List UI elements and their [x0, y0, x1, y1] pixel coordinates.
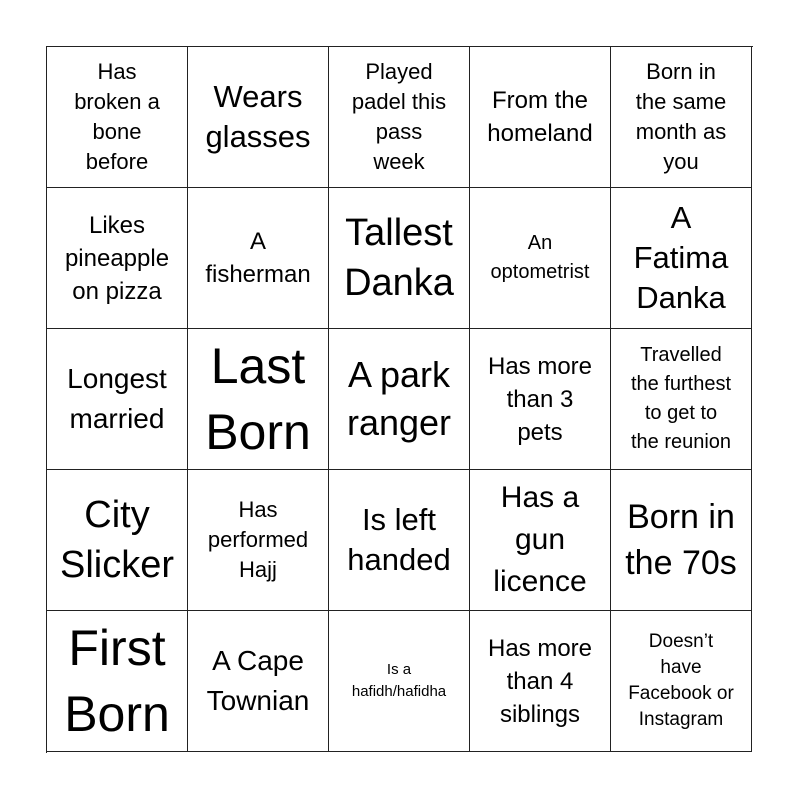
cell-text: Played padel this pass week [351, 59, 447, 174]
bingo-cell-r2c1[interactable] [47, 188, 188, 329]
cell-text: A Fatima Danka [633, 200, 729, 315]
cell-text: Has a gun licence [493, 481, 587, 598]
cell-text: Has broken a bone before [74, 59, 160, 174]
bingo-cell-r2c5[interactable] [611, 188, 752, 329]
cell-text: Has performed Hajj [207, 497, 309, 582]
bingo-cell-r2c4[interactable] [470, 188, 611, 329]
bingo-cell-r4c3[interactable] [329, 470, 470, 611]
cell-text: Has more than 3 pets [487, 352, 593, 446]
cell-text: Wears glasses [205, 79, 311, 154]
bingo-cell-r3c2[interactable] [188, 329, 329, 470]
cell-text: An optometrist [490, 232, 590, 283]
cell-text: Last Born [205, 338, 311, 460]
cell-text: Is left handed [347, 502, 451, 577]
cell-text: A fisherman [205, 228, 311, 288]
bingo-cell-r4c2[interactable] [188, 470, 329, 611]
bingo-cell-r1c5[interactable] [611, 47, 752, 188]
cell-text: City Slicker [59, 494, 175, 586]
bingo-cell-r3c1[interactable] [47, 329, 188, 470]
bingo-cell-r5c1[interactable] [47, 611, 188, 752]
cell-text: Has more than 4 siblings [487, 634, 593, 728]
cell-text: Born in the 70s [625, 498, 737, 582]
bingo-board [46, 46, 753, 753]
cell-text: Likes pineapple on pizza [64, 211, 170, 305]
cell-text: From the homeland [487, 87, 593, 147]
bingo-cell-r5c3[interactable] [329, 611, 470, 752]
bingo-cell-r2c3[interactable] [329, 188, 470, 329]
bingo-cell-r1c1[interactable] [47, 47, 188, 188]
bingo-cell-r4c5[interactable] [611, 470, 752, 611]
cell-text: Doesn’t have Facebook or Instagram [628, 631, 734, 730]
bingo-cell-r3c5[interactable] [611, 329, 752, 470]
cell-text: Is a hafidh/hafidha [351, 661, 447, 700]
bingo-cell-r1c3[interactable] [329, 47, 470, 188]
cell-text: A Cape Townian [206, 645, 310, 716]
bingo-cell-r4c4[interactable] [470, 470, 611, 611]
bingo-cell-r5c4[interactable] [470, 611, 611, 752]
bingo-cell-r1c2[interactable] [188, 47, 329, 188]
cell-text: First Born [64, 620, 170, 742]
cell-text: Tallest Danka [344, 212, 454, 304]
bingo-cell-r5c2[interactable] [188, 611, 329, 752]
bingo-cell-r1c4[interactable] [470, 47, 611, 188]
cell-text: Longest married [67, 363, 167, 434]
bingo-cell-r4c1[interactable] [47, 470, 188, 611]
bingo-cell-r5c5[interactable] [611, 611, 752, 752]
cell-text: A park ranger [346, 354, 452, 443]
cell-text: Born in the same month as you [635, 59, 727, 174]
bingo-cell-r2c2[interactable] [188, 188, 329, 329]
bingo-cell-r3c3[interactable] [329, 329, 470, 470]
cell-text: Travelled the furthest to get to the reunion [630, 344, 732, 453]
bingo-cell-r3c4[interactable] [470, 329, 611, 470]
